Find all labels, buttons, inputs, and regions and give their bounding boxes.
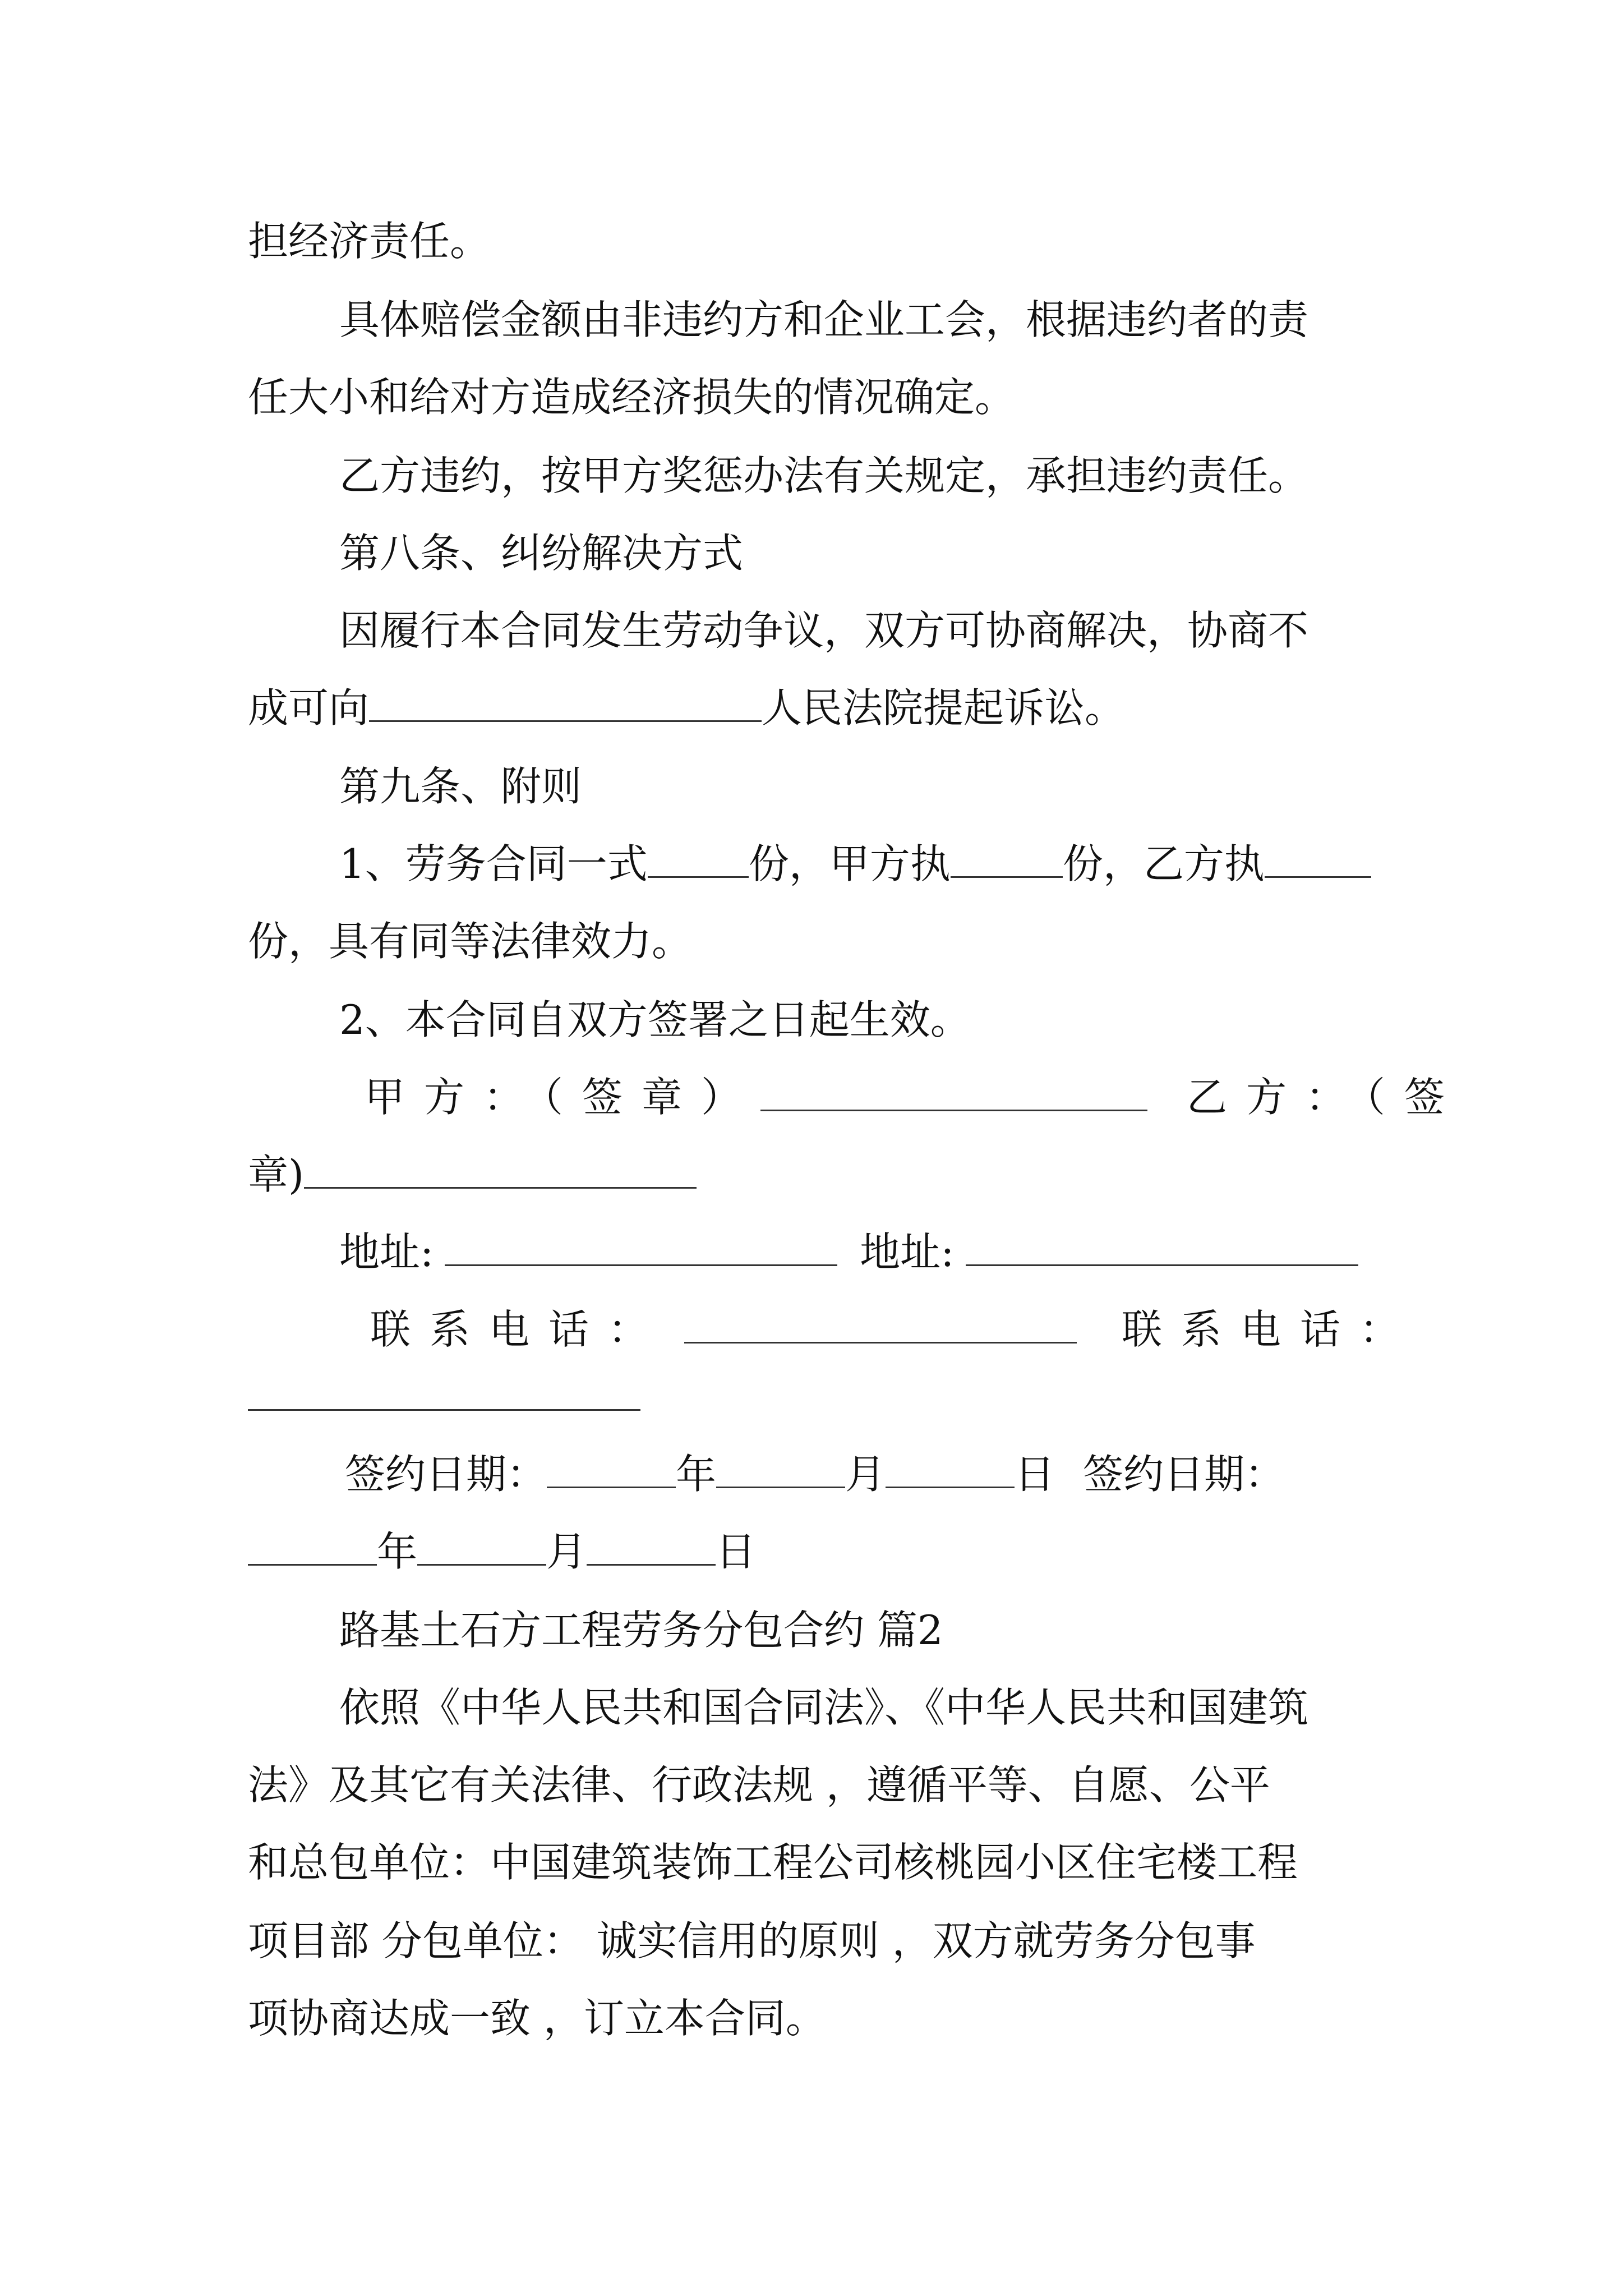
phone-blank-a [684, 1307, 1077, 1343]
address-label-a: 地址: [339, 1228, 434, 1276]
signature-line [365, 1069, 1623, 1125]
article-9-title: 第九条、附则 [339, 763, 582, 810]
paragraph-line: 项目部 分包单位： 诚实信用的原则 ，双方就劳务分包事 [248, 1917, 1256, 1964]
text-segment: 份，甲方执 [748, 840, 951, 887]
paragraph-line: 担经济责任。 [248, 218, 491, 265]
signature-line [248, 1147, 1623, 1203]
year-label: 年 [377, 1528, 418, 1575]
paragraph-line: 法》及其它有关法律、行政法规 ，遵循平等、自愿、公平 [248, 1761, 1270, 1809]
month-label: 月 [546, 1528, 587, 1575]
address-label-b: 地址: [860, 1228, 955, 1276]
paragraph-line: 任大小和给对方造成经济损失的情况确定。 [248, 374, 1016, 421]
copies-blank [648, 841, 749, 878]
text-segment: 1、劳务合同一式 [339, 840, 648, 887]
paragraph-line: 乙方违约，按甲方奖惩办法有关规定，承担违约责任。 [339, 452, 1309, 499]
month-blank [716, 1452, 845, 1488]
party-b-sign-blank [304, 1152, 697, 1189]
address-blank-a [445, 1230, 837, 1266]
section-2-title: 路基土石方工程劳务分包合约 篇2 [339, 1607, 943, 1654]
paragraph-line [339, 836, 1623, 892]
text-segment: 份，乙方执 [1062, 840, 1265, 887]
address-blank-b [966, 1230, 1358, 1266]
phone-label-b: 联系电话： [1122, 1306, 1419, 1353]
party-a-sign-label: 甲方：（签章） [365, 1074, 761, 1121]
date-label-a: 签约日期： [345, 1451, 547, 1498]
party-a-sign-blank [760, 1075, 1147, 1111]
party-b-copies-blank [1265, 841, 1371, 878]
date-label-b: 签约日期： [1083, 1451, 1285, 1498]
paragraph-line [248, 680, 1623, 736]
day-blank [886, 1452, 1015, 1488]
day-blank [587, 1529, 716, 1566]
month-label: 月 [845, 1451, 886, 1498]
text-segment: 成可向 [248, 684, 370, 731]
phone-label-a: 联系电话： [370, 1306, 668, 1353]
paragraph-line: 2、本合同自双方签署之日起生效。 [339, 996, 971, 1043]
paragraph-line: 和总包单位：中国建筑装饰工程公司核桃园小区住宅楼工程 [248, 1839, 1298, 1886]
paragraph-line: 因履行本合同发生劳动争议，双方可协商解决，协商不 [339, 607, 1309, 654]
day-label: 日 [716, 1528, 757, 1575]
paragraph-line: 项协商达成一致 ，订立本合同。 [248, 1995, 826, 2042]
year-blank [547, 1452, 676, 1488]
paragraph-line: 具体赔偿金额由非违约方和企业工会，根据违约者的责 [339, 296, 1309, 343]
date-line [248, 1524, 1623, 1580]
party-a-copies-blank [951, 841, 1063, 878]
year-blank [248, 1529, 377, 1566]
phone-line [370, 1301, 1623, 1358]
text-segment: 人民法院提起诉讼。 [762, 684, 1126, 731]
article-8-title: 第八条、纠纷解决方式 [339, 530, 744, 577]
day-label: 日 [1015, 1451, 1055, 1498]
phone-line [248, 1369, 1623, 1425]
paragraph-line: 依照《中华人民共和国合同法》、《中华人民共和国建筑 [339, 1684, 1309, 1731]
phone-blank-b [248, 1374, 640, 1411]
month-blank [417, 1529, 546, 1566]
paragraph-line: 份，具有同等法律效力。 [248, 918, 693, 965]
party-b-sign-label: 乙方：（签 [1187, 1074, 1464, 1121]
year-label: 年 [676, 1451, 717, 1498]
court-blank [369, 685, 762, 722]
text-segment: 章) [248, 1151, 305, 1198]
address-line [339, 1224, 1623, 1280]
date-line [345, 1446, 1623, 1502]
